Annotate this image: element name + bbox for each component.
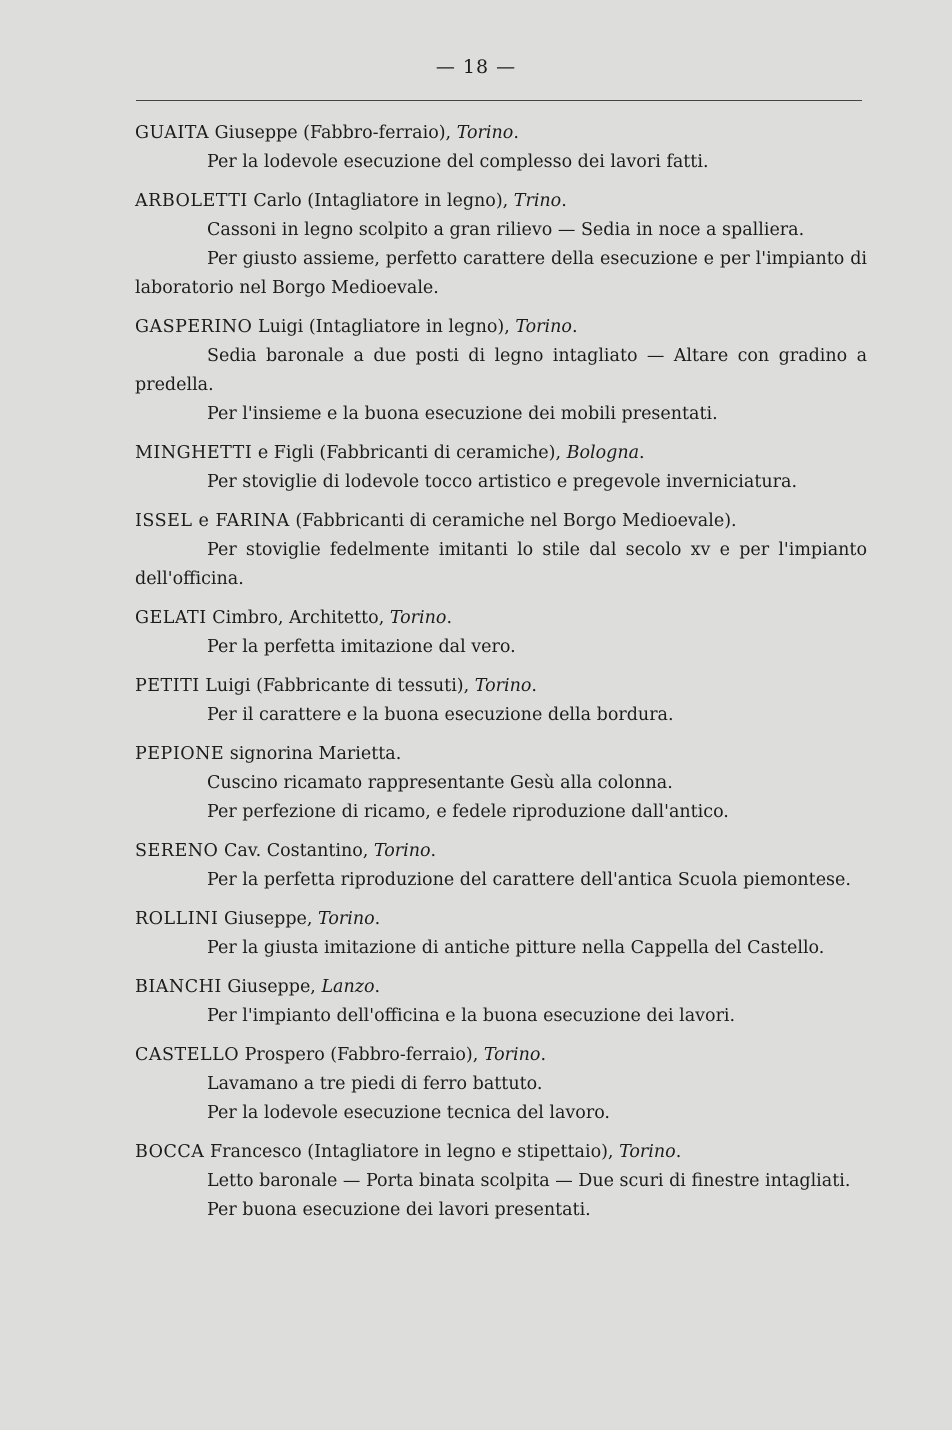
exhibitor-name-line: [135, 672, 867, 701]
name-line-end: .: [374, 909, 381, 929]
entry-detail-line: Sedia baronale a due posti di legno intagliato — Altare con gradino a predella.: [135, 346, 867, 395]
exhibitor-entry: [135, 187, 867, 303]
name-line-end: .: [513, 123, 519, 143]
exhibitor-entry: [135, 973, 867, 1031]
exhibitor-entry: [135, 1041, 867, 1128]
exhibitor-description: Francesco (Intagliatore in legno e stipettaio),: [204, 1142, 620, 1162]
exhibitor-surname: GELATI: [135, 608, 207, 628]
entry-detail-line: Per l'insieme e la buona esecuzione dei mobili presentati.: [207, 404, 718, 424]
exhibitor-description: Giuseppe,: [221, 977, 322, 997]
exhibitor-place: Torino: [389, 608, 447, 628]
page-number: — 18 —: [435, 56, 517, 78]
exhibitor-entry: [135, 439, 867, 497]
exhibitor-entry: [135, 313, 867, 429]
entry-detail-line: Per la giusta imitazione di antiche pitture nella Cappella del Castello.: [207, 938, 825, 958]
exhibitor-entry: [135, 837, 867, 895]
entry-detail-line: Per buona esecuzione dei lavori presentati.: [207, 1200, 591, 1220]
exhibitor-entry: [135, 1138, 867, 1225]
exhibitor-place: Torino: [373, 841, 431, 861]
exhibitor-description: Cimbro, Architetto,: [206, 608, 390, 628]
exhibitor-entry: [135, 740, 867, 827]
exhibitor-surname: ROLLINI: [135, 909, 219, 929]
exhibitor-place: Torino: [318, 909, 375, 929]
entry-detail-line: Per giusto assieme, perfetto carattere della esecuzione e per l'impianto di laboratorio nel Borgo Medioevale.: [135, 249, 867, 298]
entry-detail-line: Per il carattere e la buona esecuzione della bordura.: [207, 705, 674, 725]
exhibitor-description: Giuseppe (Fabbro-ferraio),: [209, 123, 457, 143]
name-line-end: .: [639, 443, 645, 463]
exhibitor-surname: ISSEL e FARINA: [135, 511, 290, 531]
exhibitor-place: Torino: [619, 1142, 676, 1162]
exhibitor-name-line: [135, 905, 867, 934]
entry-detail-line: Per stoviglie di lodevole tocco artistico e pregevole inverniciatura.: [207, 472, 798, 492]
entry-detail-line: Letto baronale — Porta binata scolpita — Due scuri di finestre intagliati.: [207, 1171, 851, 1191]
exhibitor-description: e Figli (Fabbricanti di ceramiche),: [252, 443, 567, 463]
name-line-end: .: [430, 841, 437, 861]
entry-detail-line: Per stoviglie fedelmente imitanti lo stile dal secolo xv e per l'impianto dell'officina.: [135, 540, 867, 589]
exhibitor-surname: ARBOLETTI: [135, 191, 248, 211]
exhibitor-description: Giuseppe,: [218, 909, 319, 929]
entry-detail-line: Per l'impianto dell'officina e la buona esecuzione dei lavori.: [207, 1006, 736, 1026]
name-line-end: .: [446, 608, 453, 628]
exhibitor-description: (Fabbricanti di ceramiche nel Borgo Medioevale).: [289, 511, 737, 531]
exhibitor-description: Carlo (Intagliatore in legno),: [247, 191, 514, 211]
entry-detail-line: Lavamano a tre piedi di ferro battuto.: [207, 1074, 543, 1094]
header-rule: [136, 100, 862, 101]
exhibitor-entry: [135, 672, 867, 730]
exhibitor-name-line: [135, 119, 867, 148]
exhibitor-surname: SERENO: [135, 841, 219, 861]
entry-detail-line: Per la perfetta riproduzione del carattere dell'antica Scuola piemontese.: [207, 870, 851, 890]
exhibitor-entry: [135, 119, 867, 177]
exhibitor-entry: [135, 507, 867, 594]
exhibitor-surname: GUAITA: [135, 123, 210, 143]
exhibitor-description: Luigi (Intagliatore in legno),: [252, 317, 516, 337]
exhibitor-description: signorina Marietta.: [224, 744, 402, 764]
exhibitor-name-line: [135, 1041, 867, 1070]
exhibitor-place: Torino: [515, 317, 572, 337]
exhibitor-name-line: [135, 973, 867, 1002]
name-line-end: .: [531, 676, 537, 696]
exhibitor-name-line: [135, 313, 867, 342]
exhibitor-surname: BIANCHI: [135, 977, 222, 997]
exhibitor-surname: PEPIONE: [135, 744, 225, 764]
entry-detail-line: Per la lodevole esecuzione del complesso dei lavori fatti.: [207, 152, 709, 172]
exhibitor-name-line: [135, 740, 867, 769]
exhibitor-surname: CASTELLO: [135, 1045, 240, 1065]
exhibitor-description: Luigi (Fabbricante di tessuti),: [199, 676, 475, 696]
exhibitor-name-line: [135, 507, 867, 536]
exhibitor-entry: [135, 604, 867, 662]
exhibitor-place: Torino: [474, 676, 532, 696]
exhibitor-place: Torino: [456, 123, 514, 143]
exhibitor-place: Lanzo: [321, 977, 375, 997]
exhibitor-name-line: [135, 439, 867, 468]
exhibitor-entry: [135, 905, 867, 963]
entry-detail-line: Per la perfetta imitazione dal vero.: [207, 637, 516, 657]
name-line-end: .: [571, 317, 578, 337]
name-line-end: .: [540, 1045, 547, 1065]
exhibitor-place: Bologna: [566, 443, 640, 463]
exhibitor-description: Prospero (Fabbro-ferraio),: [239, 1045, 484, 1065]
exhibitor-surname: BOCCA: [135, 1142, 205, 1162]
exhibitor-name-line: [135, 187, 867, 216]
entry-detail-line: Per la lodevole esecuzione tecnica del lavoro.: [207, 1103, 610, 1123]
entry-detail-line: Cuscino ricamato rappresentante Gesù alla colonna.: [207, 773, 673, 793]
name-line-end: .: [675, 1142, 682, 1162]
name-line-end: .: [374, 977, 381, 997]
exhibitor-description: Cav. Costantino,: [218, 841, 374, 861]
name-line-end: .: [561, 191, 567, 211]
exhibitor-name-line: [135, 1138, 867, 1167]
exhibitor-place: Torino: [483, 1045, 541, 1065]
entry-detail-line: Per perfezione di ricamo, e fedele riproduzione dall'antico.: [207, 802, 729, 822]
entry-list: [135, 119, 867, 1235]
exhibitor-surname: GASPERINO: [135, 317, 253, 337]
exhibitor-surname: PETITI: [135, 676, 200, 696]
exhibitor-surname: MINGHETTI: [135, 443, 253, 463]
exhibitor-name-line: [135, 604, 867, 633]
entry-detail-line: Cassoni in legno scolpito a gran rilievo — Sedia in noce a spalliera.: [207, 220, 805, 240]
exhibitor-name-line: [135, 837, 867, 866]
exhibitor-place: Trino: [513, 191, 562, 211]
